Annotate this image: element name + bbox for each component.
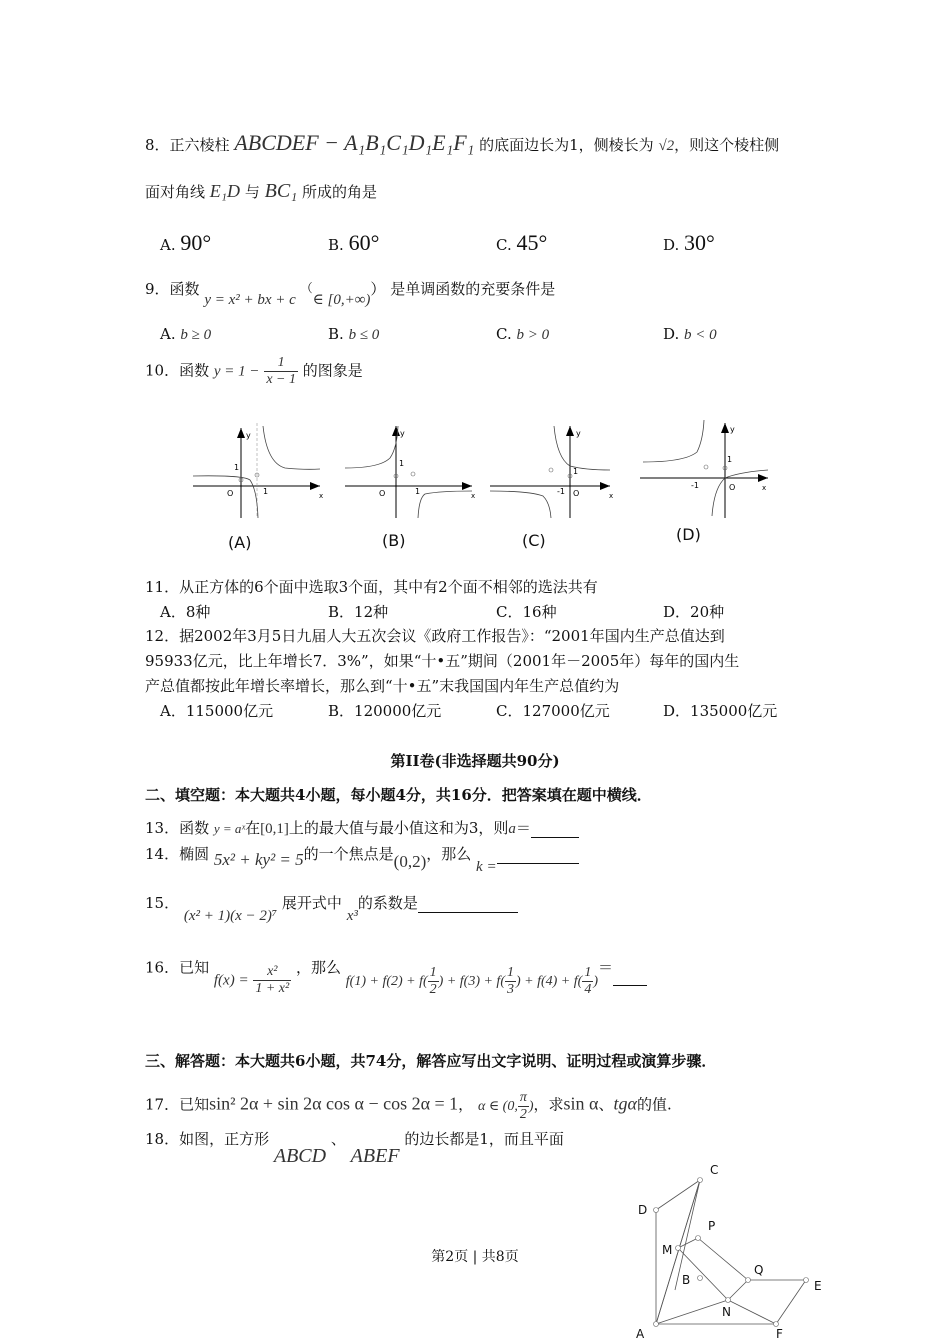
q15-expression: (x² + 1)(x − 2)⁷ [183,908,278,924]
graph-b [345,426,475,518]
q8-option-a [160,230,211,256]
option-value: 30° [684,230,715,255]
quarter-fraction [582,965,593,998]
q16-f-left: f(x) = [213,972,249,989]
q15-term: x³ [346,908,358,924]
label-q: Q [754,1263,764,1277]
x-axis-arrow [758,474,768,482]
vertex-q [746,1278,751,1283]
denominator: 4 [584,981,592,997]
q9-option-b [328,325,379,344]
label-d: D [638,1203,648,1217]
graph-a-label: (A) [228,533,252,552]
vertex-c [698,1178,703,1183]
label-p: P [708,1219,716,1233]
vertex-b [698,1276,703,1281]
third-fraction [505,965,516,998]
label-n: N [722,1305,731,1319]
q13-text: 上的最大值与最小值这和为3，则 [288,819,509,837]
condition-part: ) [528,1098,534,1114]
section2-heading: 二、填空题：本大题共4小题，每小题4分，共16分．把答案填在题中横线． [145,786,652,804]
point-marker [549,468,553,472]
vertex-d [654,1208,659,1213]
q11-option-d: D．20种 [663,603,725,621]
graph-b-label: (B) [382,531,406,550]
label-c: C [710,1163,719,1177]
y-label: y [730,425,735,434]
q10-number: 10．函数 [145,361,210,380]
q16-number: 16．已知 [145,958,210,977]
curve-right [554,426,610,470]
sum-part: f(1) + f(2) + f( [345,973,428,989]
q12-line2: 95933亿元，比上年增长7．3%”，如果“十•五”期间（2001年－2005年）每年的国内生 [145,652,740,670]
q8-edge-value: √2 [658,138,675,154]
q17-tg: tgα [613,1093,637,1114]
q17-separator: 、 [598,1095,614,1114]
q16-line [145,952,647,997]
sum-part: ) + f(4) + f( [515,973,583,989]
origin-label: O [729,483,736,492]
option-value: 60° [348,230,380,255]
y-label: y [576,429,581,438]
denominator: x − 1 [266,372,296,387]
option-value: b ≤ 0 [348,327,380,343]
q12-option-c: C．127000亿元 [496,702,610,720]
y-axis-arrow [566,426,574,436]
label-f: F [776,1327,783,1341]
q8-diagonal-1: E₁D [209,181,241,201]
curve-left [643,420,704,462]
q8-text: 与 [244,183,260,201]
condition-part: α ∈ (0, [477,1098,518,1114]
page-footer: 第2页 | 共8页 [431,1249,519,1265]
pi-half-fraction [518,1090,529,1123]
q16-text: ，那么 [295,958,341,977]
q18-square-1: ABCD [273,1145,327,1167]
denominator: 2 [429,981,437,997]
q14-answer-blank[interactable] [497,863,579,864]
option-value: 45° [516,230,548,255]
q8-text: 所成的角是 [301,183,377,201]
option-label: B. [328,325,344,343]
q17-text: ，求 [533,1095,564,1114]
graph-d [640,420,768,518]
q11-text: 11．从正方体的6个面中选取3个面，其中有2个面不相邻的选法共有 [145,578,598,596]
q9-option-a [160,325,211,344]
q10-fraction [264,355,298,388]
x-axis-arrow [600,482,610,490]
numerator: 1 [264,355,298,372]
q9-text: 是单调函数的充要条件是 [390,280,556,298]
option-value: b ≥ 0 [180,327,212,343]
q16-sum [345,964,598,997]
option-label: B. [328,236,344,254]
q14-variable: k = [476,859,497,875]
denominator: 2 [519,1107,527,1122]
graph-c [490,426,613,518]
origin-label: O [573,489,580,498]
q9-option-d [663,325,717,344]
option-value: 90° [180,230,212,255]
sum-part: ) + f(3) + f( [438,973,505,989]
q9-paren: ） [370,280,386,298]
q14-text: 的一个焦点是 [303,845,394,863]
q12-option-d: D．135000亿元 [663,702,778,720]
point-marker [411,472,415,476]
x-axis-arrow [310,482,320,490]
origin-label: O [379,489,386,498]
q14-focus-point: (0,2) [393,852,427,871]
edge-fe [776,1280,806,1324]
x-label: x [762,484,767,492]
vertex-e [804,1278,809,1283]
q13-equals: ＝ [515,819,531,837]
option-label: D. [663,236,680,254]
q8-text: 的底面边长为1，侧棱长为 [479,136,654,154]
q13-function: y = aˣ [213,821,246,836]
q16-f-fraction [253,964,291,997]
q17-separator: ， [458,1095,474,1114]
sum-part: ) [593,973,598,989]
q18-number: 18．如图，正方形 [145,1130,270,1148]
q8-number: 8． [145,136,170,154]
q15-answer-blank[interactable] [418,912,518,913]
option-label: C. [496,236,512,254]
q13-text: 在 [245,819,261,837]
q18-line [145,1127,564,1167]
tick-label: 1 [263,487,269,496]
section3-heading: 三、解答题：本大题共6小题，共74分，解答应写出文字说明、证明过程或演算步骤． [145,1052,717,1070]
q9-paren: （ [300,281,313,295]
q13-number: 13．函数 [145,819,210,837]
label-a: A [636,1327,645,1341]
q8-prism-formula: ABCDEF − A₁B₁C₁D₁E₁F₁ [234,130,475,155]
q8-diagonal-2: BC₁ [264,180,298,202]
q12-option-b: B．120000亿元 [328,702,442,720]
tick-label: 1 [573,467,579,476]
q9-function: y = x² + bx + c [204,292,296,308]
q16-definition [214,964,291,997]
numerator: 1 [584,964,592,980]
curve-left [345,426,398,468]
q8-line2 [145,180,377,203]
q13-interval: [0,1] [260,821,289,837]
y-label: y [400,429,405,438]
q9-number: 9．函数 [145,280,200,298]
denominator: 3 [506,981,514,997]
label-m: M [662,1243,673,1257]
vertex-a [654,1322,659,1327]
tick-label: -1 [691,481,699,490]
graph-a [193,423,323,518]
numerator: π [519,1090,527,1105]
q17-equation: sin² 2α + sin 2α cos α − cos 2α = 1 [209,1093,459,1114]
y-label: y [246,431,251,440]
numerator: 1 [506,964,514,980]
q8-text: ，则这个棱柱侧 [674,136,780,154]
q10-function: y = 1 − [213,363,260,380]
tick-label: 1 [234,463,240,472]
option-label: C. [496,325,512,343]
y-axis-arrow [392,426,400,436]
q17-line [145,1090,672,1123]
q13-line [145,817,579,838]
q12-option-a: A．115000亿元 [160,702,274,720]
q9-option-c [496,325,549,344]
tick-label: -1 [557,487,565,496]
q17-sin: sin α [563,1093,599,1114]
q12-line1: 12．据2002年3月5日九届人大五次会议《政府工作报告》：“2001年国内生产总值达到 [145,627,725,645]
option-value: b > 0 [516,327,550,343]
x-axis-arrow [462,482,472,490]
y-axis-arrow [721,423,729,433]
q13-variable: a [508,821,516,837]
graph-d-label: (D) [676,525,701,544]
tick-label: 1 [399,459,405,468]
q18-text: 的边长都是1，而且平面 [404,1130,564,1148]
label-b: B [682,1273,691,1287]
q8-option-d [663,230,715,256]
x-label: x [319,492,324,500]
edge-nq [728,1280,748,1300]
q15-text: 的系数是 [357,894,418,912]
x-label: x [609,492,614,500]
tick-label: 1 [415,487,421,496]
y-axis-arrow [237,428,245,438]
option-label: A. [160,325,176,343]
q12-line3: 产总值都按此年增长率增长，那么到“十•五”末我国国内年生产总值约为 [145,677,620,695]
q8-text: 面对角线 [145,183,206,201]
q9-domain: ∈ [0,+∞) [312,292,371,308]
q14-number: 14．椭圆 [145,845,210,863]
q17-number: 17．已知 [145,1095,210,1114]
q15-line [145,892,518,924]
q8-option-b [328,230,379,256]
q11-option-b: B．12种 [328,603,389,621]
q14-line [145,843,579,875]
vertex-p [696,1236,701,1241]
curve-left [193,476,258,518]
q14-ellipse-equation: 5x² + ky² = 5 [213,850,304,869]
q15-text: 展开式中 [281,894,342,912]
q13-answer-blank[interactable] [531,837,579,838]
curve-right [418,491,472,518]
tick-label: 1 [727,455,733,464]
curve-right [263,426,320,469]
numerator: 1 [429,964,437,980]
option-label: D. [663,325,680,343]
graph-c-label: (C) [522,531,546,550]
curve-left [490,491,551,518]
q10-line [145,355,363,388]
q8-text: 正六棱柱 [169,136,230,154]
option-value: b < 0 [684,327,717,343]
q18-square-2: ABEF [350,1145,400,1167]
part2-title: 第II卷(非选择题共90分) [390,752,560,770]
x-label: x [471,492,476,500]
option-label: A. [160,236,176,254]
vertex-n [726,1298,731,1303]
q11-option-a: A．8种 [160,603,211,621]
q10-text: 的图象是 [302,361,363,380]
numerator: x² [253,964,291,981]
half-fraction [428,965,439,998]
q17-text: 的值. [636,1095,672,1114]
q11-option-c: C．16种 [496,603,557,621]
q15-number: 15． [145,894,180,912]
q17-condition [477,1090,534,1122]
vertex-f [774,1322,779,1327]
point-marker [704,465,708,469]
q9-line [145,278,556,308]
denominator: 1 + x² [255,981,290,996]
q8-line1 [145,130,779,156]
q18-separator: 、 [330,1130,346,1148]
edge-an [656,1300,728,1324]
origin-label: O [227,489,234,498]
q16-answer-blank[interactable] [613,985,647,986]
q16-equals: ＝ [597,958,613,977]
label-e: E [814,1279,822,1293]
q14-text: ，那么 [426,845,472,863]
edge-dc [656,1180,700,1210]
q8-option-c [496,230,547,256]
edge-nf [728,1300,776,1324]
